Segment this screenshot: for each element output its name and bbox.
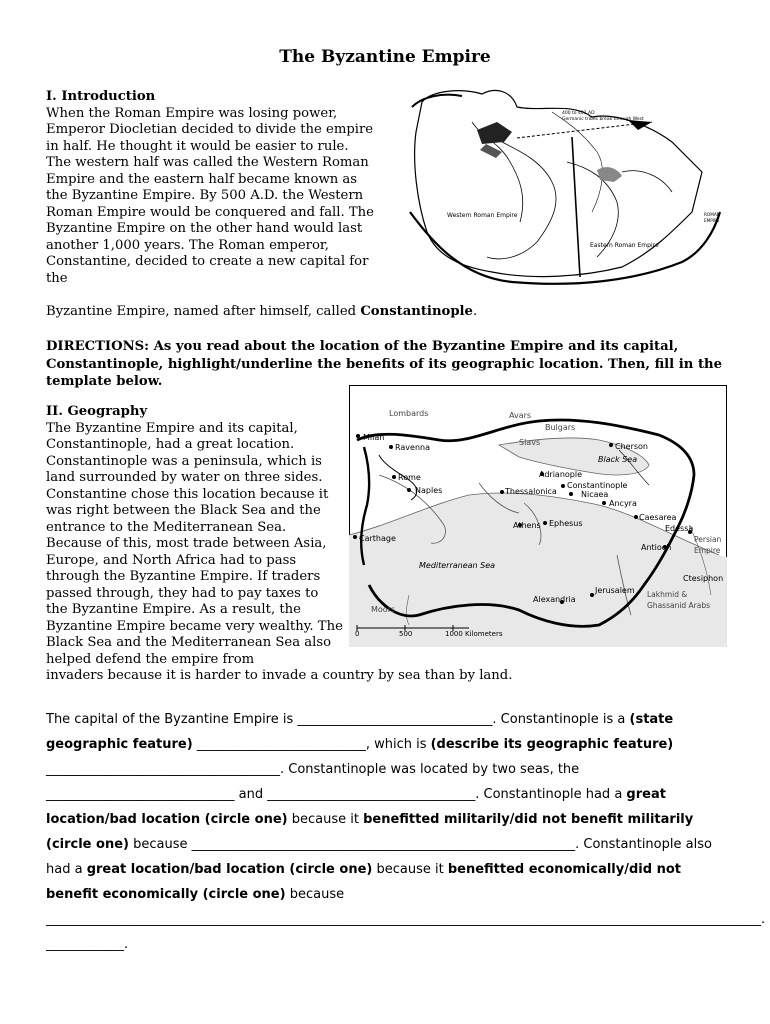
fill-s5-bold: great location/bad location (circle one)	[86, 862, 373, 877]
fill-s7: because ______________________________________________________________________________________________________________.	[46, 887, 766, 927]
map2-mediterranean: Mediterranean Sea	[419, 561, 496, 570]
geography-text: The Byzantine Empire and its capital, Constantinople, had a great location. Constantinople was a peninsula, which is land surrounded by water on three sides. Constantine chose this location because it was right between the Black Sea and the entrance to the Mediterranean Sea. Because of this, most trade between Asia, Europe, and North Africa had to pass through the Byzantine Empire. If traders passed through, they had to pay taxes to the Byzantine Empire. As a result, the Byzantine Empire became very wealthy. The Black Sea and the Mediterranean Sea also helped defend the empire from	[46, 420, 343, 667]
map2-adrianople: Adrianople	[539, 470, 583, 479]
map1-label-empire: EMPIRE	[704, 218, 720, 223]
fill-s2-bold: (describe its geographic feature)	[430, 737, 674, 752]
fill-s4-bold: benefitted militarily/did not benefit militarily (circle one)	[46, 812, 694, 852]
fill-s1: The capital of the Byzantine Empire is ______________________________. Constantinople is a	[46, 712, 630, 727]
map1-label-roman: ROMAN	[704, 212, 720, 217]
fill-in-template	[46, 707, 766, 957]
directions: DIRECTIONS: As you read about the location of the Byzantine Empire and its capital, Constantinople, highlight/underline the benefits of its geographic location. Then, fill in the template below.	[46, 339, 723, 389]
map2-ephesus: Ephesus	[549, 519, 583, 528]
map2-scale-1000: 1000 Kilometers	[445, 630, 503, 638]
fill-s7-wrap: ____________.	[46, 937, 129, 952]
map2-black-sea: Black Sea	[598, 455, 638, 464]
fill-s6: because it	[372, 862, 448, 877]
map1-label-west: Western Roman Empire	[447, 212, 518, 219]
map2-lombards: Lombards	[389, 409, 429, 418]
map1-legend-2: Germanic tribes break through West	[562, 117, 644, 122]
map2-scale-0: 0	[355, 630, 360, 638]
fill-s1-bold: (state geographic feature)	[46, 712, 674, 752]
map2-milan: Milan	[363, 433, 385, 442]
intro-tail-end: .	[472, 304, 478, 319]
map2-constantinople: Constantinople	[567, 481, 628, 490]
page-title: The Byzantine Empire	[279, 47, 491, 67]
map2-ghassanid: Ghassanid Arabs	[647, 601, 711, 610]
map2-carthage: Carthage	[359, 534, 396, 543]
map2-naples: Naples	[415, 486, 443, 495]
map2-cherson: Cherson	[615, 442, 648, 451]
map2-persian: Persian	[694, 535, 722, 544]
map2-scale-500: 500	[399, 630, 413, 638]
map2-rome: Rome	[398, 473, 421, 482]
map2-jerusalem: Jerusalem	[595, 586, 635, 595]
map2-lakhmid: Lakhmid &	[647, 590, 688, 599]
map2-slavs: Slavs	[519, 438, 541, 447]
fill-s3: ____________________________________. Constantinople was located by two seas, the _____________________________ and ________________________________. Constantinople had a	[46, 762, 627, 802]
map2-bulgars: Bulgars	[545, 423, 576, 432]
map1-label-east: Eastern Roman Empire	[590, 242, 659, 249]
map2-ravenna: Ravenna	[395, 443, 430, 452]
intro-heading: I. Introduction	[46, 89, 156, 104]
fill-s6-bold: benefitted economically/did not benefit economically (circle one)	[46, 862, 681, 902]
intro-section	[46, 89, 376, 287]
map2-ctesiphon: Ctesiphon	[683, 574, 724, 583]
fill-s4: because it	[287, 812, 364, 827]
intro-tail-text: Byzantine Empire, named after himself, called	[46, 304, 361, 319]
intro-text: When the Roman Empire was losing power, Emperor Diocletian decided to divide the empire in half. He thought it would be easier to rule. The western half was called the Western Roman Empire and the eastern half became known as the Byzantine Empire. By 500 A.D. the Western Roman Empire would be conquered and fall. The Byzantine Empire on the other hand would last another 1,000 years. The Roman emperor, Constantine, decided to create a new capital for the	[46, 105, 374, 286]
map2-caesarea: Caesarea	[639, 513, 677, 522]
fill-s2: __________________________, which is	[192, 737, 431, 752]
intro-tail-bold: Constantinople	[360, 304, 473, 319]
map2-moors: Moors	[371, 605, 396, 614]
byzantine-empire-map	[349, 385, 727, 647]
geography-section	[46, 404, 344, 668]
map2-ancyra: Ancyra	[609, 499, 637, 508]
map2-athens: Athens	[513, 521, 541, 530]
fill-s5: because ___________________________________________________________. Constantinople also had a	[46, 837, 712, 877]
fill-s3-bold: great location/bad location (circle one)	[46, 787, 666, 827]
map2-edessa: Edessa	[665, 524, 694, 533]
map2-thessalonica: Thessalonica	[505, 487, 557, 496]
roman-empire-map	[402, 82, 724, 288]
intro-tail	[46, 304, 726, 321]
map2-nicaea: Nicaea	[581, 490, 609, 499]
map2-alexandria: Alexandria	[533, 595, 576, 604]
geography-heading: II. Geography	[46, 404, 148, 419]
map1-legend-1: 400 to 401 AD	[562, 111, 595, 116]
map2-avars: Avars	[509, 411, 532, 420]
map2-empire: Empire	[694, 546, 721, 555]
map2-antioch: Antioch	[641, 543, 672, 552]
geography-tail: invaders because it is harder to invade a country by sea than by land.	[46, 668, 513, 683]
